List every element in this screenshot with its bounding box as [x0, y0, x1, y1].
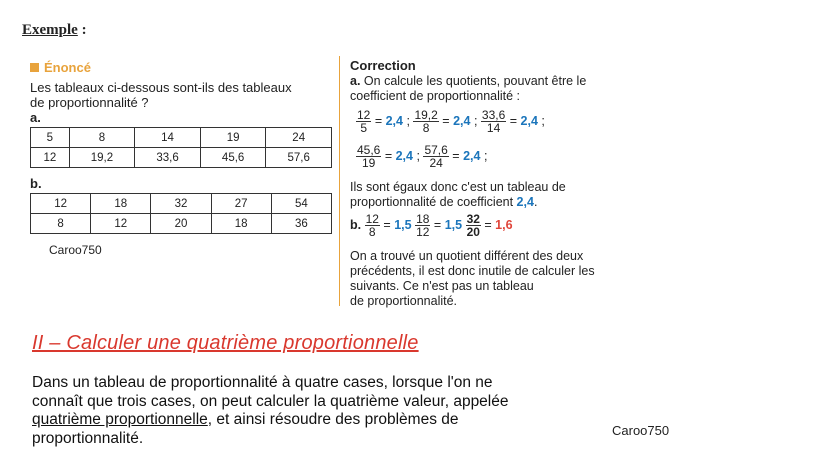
fractions-row-1: $\frac{12}{5}$ = 2,4 ; $\frac{19,2}{8}$ = 2,4 ; $\frac{33,6}{14}$ = 2,4 ;: [357, 108, 545, 135]
fraction: $\frac{12}{5}$: [357, 108, 371, 135]
table-b: [30, 193, 332, 234]
label-a: a.: [30, 110, 41, 125]
table-a-cell: 24: [266, 128, 332, 148]
square-icon: [30, 63, 39, 72]
label-b: b.: [30, 176, 42, 191]
fraction: $\frac{18}{12}$: [416, 212, 430, 239]
term-underlined: quatrième proportionnelle: [32, 411, 208, 428]
table-b-cell: 36: [271, 214, 331, 234]
fraction: $\frac{32}{20}$: [466, 212, 480, 239]
watermark-right: Caroo750: [612, 423, 670, 438]
table-b-cell: 12: [31, 194, 91, 214]
fraction: $\frac{19,2}{8}$: [414, 108, 438, 135]
table-b-cell: 27: [211, 194, 271, 214]
section-heading: II – Calculer une quatrième proportionnelle: [32, 332, 419, 354]
watermark-left: Caroo750: [49, 243, 102, 257]
table-b-cell: 8: [31, 214, 91, 234]
table-a-cell: 19: [200, 128, 266, 148]
table-a-cell: 12: [31, 148, 70, 168]
correction-b-conclusion: On a trouvé un quotient différent des deux précédents, il est donc inutile de calculer les suivants. Ce n'est pas un tableau de proportionnalité.: [350, 249, 595, 308]
table-a-cell: 33,6: [135, 148, 201, 168]
table-b-cell: 18: [91, 194, 151, 214]
table-b-cell: 32: [151, 194, 211, 214]
fraction: $\frac{33,6}{14}$: [481, 108, 506, 135]
table-a-cell: 14: [135, 128, 201, 148]
enonce-question: Les tableaux ci-dessous sont-ils des tableaux de proportionnalité ?: [30, 80, 292, 110]
correction-a-intro: a. On calcule les quotients, pouvant être le coefficient de proportionnalité :: [350, 74, 587, 103]
orange-divider: [339, 56, 340, 306]
fractions-row-2: $\frac{45,6}{19}$ = 2,4 ; $\frac{57,6}{24}$ = 2,4 ;: [357, 143, 488, 170]
table-b-cell: 12: [91, 214, 151, 234]
table-a-cell: 45,6: [200, 148, 266, 168]
correction-a-conclusion: Ils sont égaux donc c'est un tableau de proportionnalité de coefficient 2,4.: [350, 180, 566, 209]
table-a-cell: 8: [69, 128, 135, 148]
table-b-cell: 20: [151, 214, 211, 234]
section-paragraph: Dans un tableau de proportionnalité à quatre cases, lorsque l'on ne connaît que trois cases, on peut calculer la quatrième valeur, appelée quatrième proportionnelle, et ainsi résoudre des problèmes de proportionnalité.: [32, 374, 509, 447]
exemple-label: Exemple :: [22, 22, 87, 38]
table-a-cell: 57,6: [266, 148, 332, 168]
fraction: $\frac{45,6}{19}$: [357, 143, 381, 170]
table-a-cell: 19,2: [69, 148, 135, 168]
correction-title: Correction: [350, 58, 416, 73]
table-b-cell: 18: [211, 214, 271, 234]
fractions-b: b. $\frac{12}{8}$ = 1,5 $\frac{18}{12}$ = 1,5 $\frac{32}{20}$ = 1,6: [350, 212, 513, 239]
table-b-cell: 54: [271, 194, 331, 214]
enonce-title: Énoncé: [30, 60, 91, 75]
table-a-cell: 5: [31, 128, 70, 148]
table-a: [30, 127, 332, 168]
fraction: $\frac{12}{8}$: [365, 212, 379, 239]
fraction: $\frac{57,6}{24}$: [424, 143, 448, 170]
